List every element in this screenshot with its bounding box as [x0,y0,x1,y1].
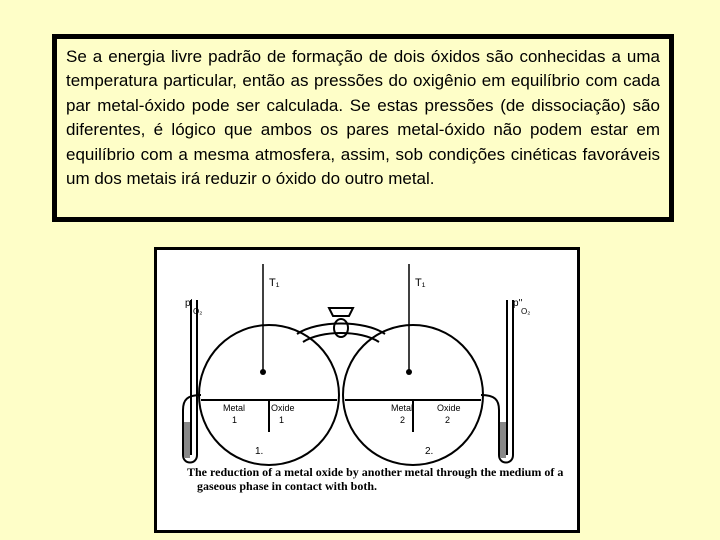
body-paragraph: Se a energia livre padrão de formação de dois óxidos são conhecidas a uma temperatura particular, então as pressões do oxigênio em equilíbrio com cada par metal-óxido pode ser calculada. Se estas pressões (de dissociação) são diferentes, é lógico que ambos os pares metal-óxido não podem estar em equilíbrio com a mesma atmosfera, assim, sob condições cinéticas favoráveis um dos metais irá reduzir o óxido do outro metal. [66,47,660,189]
metal-1-number: 1 [232,415,238,425]
vessel-2-label: 2. [425,446,434,457]
metal-2-number: 2 [400,415,406,425]
left-vessel [199,325,339,465]
text-box [52,34,674,222]
figure-caption-line2: gaseous phase in contact with both. [197,479,378,493]
right-manometer [481,300,513,463]
figure-frame [154,247,580,533]
figure-caption-line1: The reduction of a metal oxide by another metal through the medium of a [187,465,564,479]
metal-1-label: Metal [223,403,246,413]
stopcock [329,308,353,316]
t-label-right: T₁ [415,277,426,289]
apparatus-diagram [157,250,577,530]
oxide-1-label: Oxide [271,403,295,413]
vessel-1-label: 1. [255,446,264,457]
p-label-right: p'' [513,298,523,309]
p-label-left: p' [185,298,193,309]
metal-2-label: Metal [391,403,414,413]
t-label-left: T₁ [269,277,280,289]
p-label-right-sub: O₂ [521,307,531,316]
oxide-1-number: 1 [279,415,285,425]
p-label-left-sub: O₂ [193,307,203,316]
oxide-2-label: Oxide [437,403,461,413]
oxide-2-number: 2 [445,415,451,425]
right-vessel [343,325,483,465]
